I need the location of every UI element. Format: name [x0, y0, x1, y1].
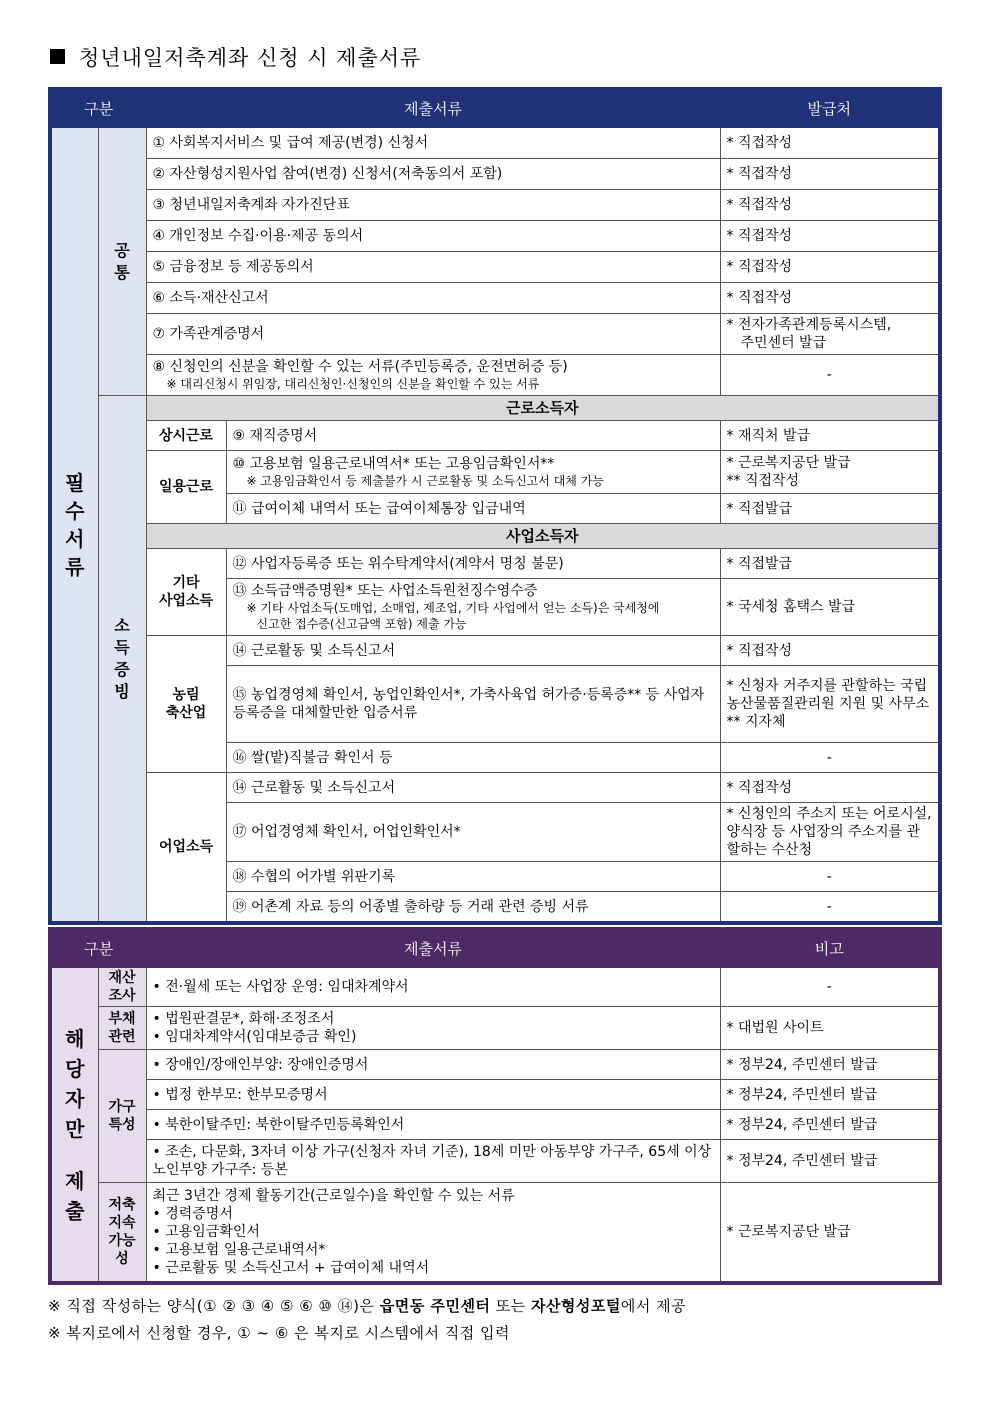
label-line: 재산 [108, 970, 136, 986]
vertical-label-char: 공 [114, 240, 130, 260]
farming-label-line: 농림 [172, 687, 200, 703]
doc-item [146, 1007, 720, 1050]
issuer-line: * 신청자 거주지를 관할하는 국립농산물품질관리원 지원 및 사무소 [726, 678, 930, 712]
footer-text: 에서 제공 [620, 1297, 687, 1315]
label-line: 저축 [108, 1197, 136, 1213]
debt-label [98, 1007, 146, 1050]
doc-item: • 법정 한부모: 한부모증명서 [146, 1080, 720, 1110]
doc-item: ⑮ 농업경영체 확인서, 농업인확인서*, 가축사육업 허가증·등록증** 등 사업자 등록증을 대체할만한 입증서류 [226, 666, 720, 743]
doc-text: • 근로활동 및 소득신고서 + 급여이체 내역서 [152, 1260, 430, 1276]
conditional-documents-table [48, 927, 942, 1285]
household-label-text [99, 1098, 146, 1134]
issuer-cell [720, 314, 940, 355]
income-proof-label [98, 396, 146, 924]
issuer-cell: * 직접작성 [720, 159, 940, 190]
vertical-label-char: 류 [65, 554, 85, 579]
debt-label-text [99, 1010, 146, 1046]
issuer-cell: * 직접발급 [720, 549, 940, 579]
doc-item: ⑯ 쌀(밭)직불금 확인서 등 [226, 743, 720, 773]
header-category: 구분 [50, 929, 146, 968]
issuer-line: 주민센터 발급 [740, 335, 827, 351]
header-category: 구분 [50, 89, 146, 128]
footer-bold-text: 읍면동 주민센터 [379, 1297, 491, 1315]
doc-item: • 조손, 다문화, 3자녀 이상 가구(신청자 자녀 기준), 18세 미만 아동부양 가구주, 65세 이상 노인부양 가구주: 등본 [146, 1140, 720, 1183]
header-remarks: 비고 [720, 929, 940, 968]
vertical-label-char: 당 [65, 1056, 85, 1081]
issuer-line: * 근로복지공단 발급 [726, 455, 851, 471]
required-docs-label-text [52, 469, 98, 581]
doc-text: • 법원판결문*, 화해·조정조서 [152, 1011, 335, 1027]
doc-item [146, 1183, 720, 1284]
regular-work-label: 상시근로 [146, 421, 226, 451]
label-line: 지속 [108, 1215, 136, 1231]
doc-item: ① 사회복지서비스 및 급여 제공(변경) 신청서 [146, 128, 720, 159]
doc-item: • 전·월세 또는 사업장 운영: 임대차계약서 [146, 968, 720, 1007]
label-line: 조사 [108, 988, 136, 1004]
doc-note: 신고한 접수증(신고금액 포함) 제출 가능 [256, 617, 467, 631]
property-label [98, 968, 146, 1007]
farming-label-line: 축산업 [165, 705, 207, 721]
issuer-cell: - [720, 355, 940, 396]
header-issuer: 발급처 [720, 89, 940, 128]
vertical-label-char: 해 [65, 1026, 85, 1051]
business-section-header: 사업소득자 [146, 524, 940, 549]
doc-item: ⑨ 재직증명서 [226, 421, 720, 451]
doc-item: • 북한이탈주민: 북한이탈주민등록확인서 [146, 1110, 720, 1140]
page-title-text: 청년내일저축계좌 신청 시 제출서류 [79, 46, 422, 70]
issuer-cell: * 직접작성 [720, 128, 940, 159]
label-line: 가능 [108, 1233, 136, 1249]
header-documents: 제출서류 [146, 929, 720, 968]
other-business-label [146, 549, 226, 636]
common-label [98, 128, 146, 396]
remark-cell: * 정부24, 주민센터 발급 [720, 1110, 940, 1140]
doc-item: ⑲ 어촌계 자료 등의 어종별 출하량 등 거래 관련 증빙 서류 [226, 892, 720, 924]
doc-item [226, 579, 720, 636]
doc-item: ③ 청년내일저축계좌 자가진단표 [146, 190, 720, 221]
issuer-line: * 전자가족관계등록시스템, [726, 317, 892, 333]
doc-item: ⑫ 사업자등록증 또는 위수탁계약서(계약서 명칭 불문) [226, 549, 720, 579]
issuer-cell: * 직접작성 [720, 773, 940, 803]
vertical-label-char: 만 [65, 1116, 85, 1141]
remark-cell: * 근로복지공단 발급 [720, 1183, 940, 1284]
farming-label [146, 636, 226, 773]
vertical-label-char: 제 [65, 1168, 85, 1193]
other-business-label-line: 사업소득 [158, 593, 214, 609]
vertical-label-char: 출 [65, 1198, 85, 1223]
doc-text: • 고용임금확인서 [152, 1224, 260, 1240]
property-label-text [99, 969, 146, 1005]
square-bullet-icon [50, 49, 65, 64]
doc-note: ※ 기타 사업소득(도매업, 소매업, 제조업, 기타 사업에서 얻는 소득)은 국세청에 [246, 601, 660, 615]
remark-cell: * 정부24, 주민센터 발급 [720, 1140, 940, 1183]
issuer-cell: * 직접작성 [720, 252, 940, 283]
vertical-label-char: 필 [65, 470, 85, 495]
doc-item: ② 자산형성지원사업 참여(변경) 신청서(저축동의서 포함) [146, 159, 720, 190]
other-business-label-line: 기타 [172, 575, 200, 591]
issuer-cell [720, 451, 940, 494]
required-documents-table [48, 87, 942, 925]
doc-text: ⑧ 신청인의 신분을 확인할 수 있는 서류(주민등록증, 운전면허증 등) [152, 359, 568, 375]
doc-note: ※ 고용임금확인서 등 제출불가 시 근로활동 및 소득신고서 대체 가능 [246, 474, 604, 488]
required-docs-label [50, 128, 98, 924]
issuer-cell: * 직접작성 [720, 221, 940, 252]
doc-item: ⑰ 어업경영체 확인서, 어업인확인서* [226, 803, 720, 862]
doc-item [146, 355, 720, 396]
label-line: 가구 [108, 1099, 136, 1115]
income-proof-label-text [99, 615, 146, 703]
remark-cell: * 대법원 사이트 [720, 1007, 940, 1050]
issuer-cell: * 직접작성 [720, 283, 940, 314]
footer-note-1 [48, 1295, 686, 1316]
remark-cell: * 정부24, 주민센터 발급 [720, 1050, 940, 1080]
doc-text: • 임대차계약서(임대보증금 확인) [152, 1029, 357, 1045]
issuer-cell: * 재직처 발급 [720, 421, 940, 451]
doc-item: ⑥ 소득·재산신고서 [146, 283, 720, 314]
savings-label-text [99, 1196, 146, 1268]
doc-item: • 장애인/장애인부양: 장애인증명서 [146, 1050, 720, 1080]
label-line: 성 [115, 1251, 129, 1267]
issuer-cell: * 직접작성 [720, 190, 940, 221]
footer-text: ※ 직접 작성하는 양식(① ② ③ ④ ⑤ ⑥ ⑩ ⑭)은 [48, 1297, 380, 1315]
footer-text: 또는 [490, 1297, 531, 1315]
wage-section-header: 근로소득자 [146, 396, 940, 421]
label-line: 부채 [108, 1011, 136, 1027]
issuer-line: ** 직접작성 [726, 473, 800, 489]
household-label [98, 1050, 146, 1183]
doc-text: ⑩ 고용보험 일용근로내역서* 또는 고용임금확인서** [232, 456, 555, 472]
page-title [50, 42, 421, 72]
daily-work-label: 일용근로 [146, 451, 226, 524]
doc-item [226, 451, 720, 494]
doc-item: ⑭ 근로활동 및 소득신고서 [226, 773, 720, 803]
footer-bold-text: 자산형성포털 [530, 1297, 621, 1315]
issuer-cell: * 국세청 홈택스 발급 [720, 579, 940, 636]
doc-item: ⑭ 근로활동 및 소득신고서 [226, 636, 720, 666]
vertical-label-char: 서 [65, 526, 85, 551]
vertical-label-char: 수 [65, 498, 85, 523]
doc-text: 최근 3년간 경제 활동기간(근로일수)을 확인할 수 있는 서류 [152, 1188, 515, 1204]
label-line: 관련 [108, 1029, 136, 1045]
doc-text: • 고용보험 일용근로내역서* [152, 1242, 326, 1258]
doc-item: ⑤ 금융정보 등 제공동의서 [146, 252, 720, 283]
conditional-docs-label-text [52, 1024, 98, 1226]
doc-text: • 경력증명서 [152, 1206, 233, 1222]
header-documents: 제출서류 [146, 89, 720, 128]
issuer-cell: * 신청인의 주소지 또는 어로시설, 양식장 등 사업장의 주소지를 관할하는 수산청 [720, 803, 940, 862]
vertical-label-char: 자 [65, 1086, 85, 1111]
vertical-label-char: 증 [114, 659, 130, 679]
issuer-cell [720, 666, 940, 743]
vertical-label-char: 득 [114, 637, 130, 657]
issuer-cell: - [720, 743, 940, 773]
doc-item: ⑪ 급여이체 내역서 또는 급여이체통장 입금내역 [226, 494, 720, 524]
footer-note-2: ※ 복지로에서 신청할 경우, ① ~ ⑥ 은 복지로 시스템에서 직접 입력 [48, 1324, 511, 1342]
label-line: 특성 [108, 1117, 136, 1133]
vertical-label-char: 통 [114, 262, 130, 282]
issuer-line: ** 지자체 [726, 714, 786, 730]
savings-label [98, 1183, 146, 1284]
remark-cell: * 정부24, 주민센터 발급 [720, 1080, 940, 1110]
remark-cell: - [720, 968, 940, 1007]
issuer-cell: - [720, 892, 940, 924]
doc-item: ④ 개인정보 수집·이용·제공 동의서 [146, 221, 720, 252]
common-label-text [99, 240, 146, 284]
doc-text: ⑬ 소득금액증명원* 또는 사업소득원천징수영수증 [232, 583, 538, 599]
doc-item: ⑦ 가족관계증명서 [146, 314, 720, 355]
vertical-label-char: 소 [114, 615, 130, 635]
issuer-cell: * 직접작성 [720, 636, 940, 666]
issuer-cell: * 직접발급 [720, 494, 940, 524]
fishery-label: 어업소득 [146, 773, 226, 924]
doc-note: ※ 대리신청시 위임장, 대리신청인·신청인의 신분을 확인할 수 있는 서류 [166, 377, 540, 391]
vertical-label-char: 빙 [114, 681, 130, 701]
conditional-docs-label [50, 968, 98, 1284]
issuer-cell: - [720, 862, 940, 892]
doc-item: ⑱ 수협의 어가별 위판기록 [226, 862, 720, 892]
